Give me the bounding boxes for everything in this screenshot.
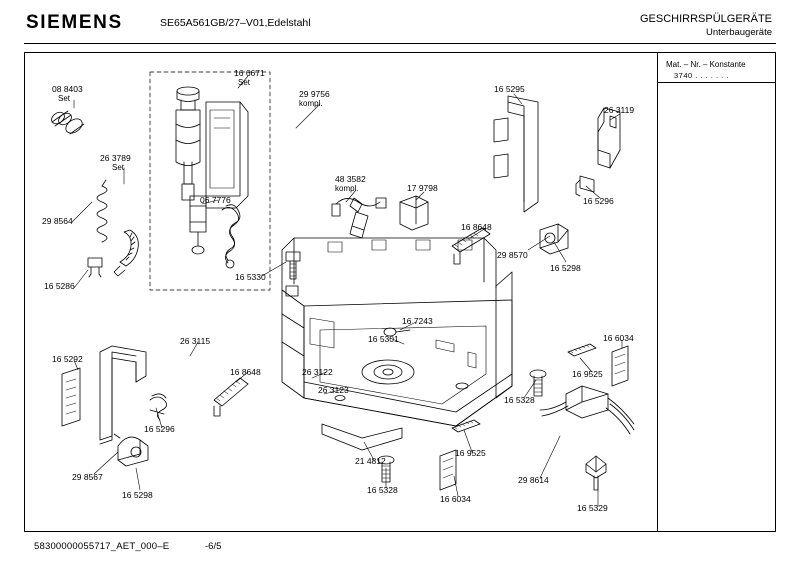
part-label-08-8403: 08 8403 bbox=[52, 84, 83, 94]
part-label-16-5296-left: 16 5296 bbox=[144, 424, 175, 434]
part-label-26-3115: 26 3115 bbox=[180, 336, 211, 346]
part-label-16-8648-lower: 16 8648 bbox=[230, 367, 261, 377]
part-label-26-3123: 26 3123 bbox=[318, 385, 349, 395]
part-label-17-9798: 17 9798 bbox=[407, 183, 438, 193]
part-note-08-8403: Set bbox=[58, 94, 71, 103]
part-label-26-3119: 26 3119 bbox=[604, 105, 635, 115]
document-id: 58300000055717_AET_000–E bbox=[34, 541, 170, 552]
part-label-06-7776: 06 7776 bbox=[200, 195, 231, 205]
part-label-26-3789: 26 3789 bbox=[100, 153, 131, 163]
page-number: -6/5 bbox=[205, 541, 222, 552]
appliance-category: GESCHIRRSPÜLGERÄTE bbox=[639, 13, 772, 25]
part-label-16-6034-lower: 16 6034 bbox=[440, 494, 471, 504]
part-label-16-5301: 16 5301 bbox=[368, 334, 399, 344]
part-label-16-5286: 16 5286 bbox=[44, 281, 75, 291]
legend-divider-horizontal bbox=[657, 82, 776, 83]
part-note-48-3582: kompl. bbox=[335, 184, 359, 193]
part-label-16-7243: 16 7243 bbox=[402, 316, 433, 326]
part-label-29-8570: 29 8570 bbox=[497, 250, 528, 260]
part-label-48-3582: 48 3582 bbox=[335, 174, 366, 184]
part-label-16-5329: 16 5329 bbox=[577, 503, 608, 513]
part-label-16-5298-right: 16 5298 bbox=[550, 263, 581, 273]
part-label-16-5328-lower: 16 5328 bbox=[367, 485, 398, 495]
part-label-16-5330: 16 5330 bbox=[235, 272, 266, 282]
part-label-16-5295: 16 5295 bbox=[494, 84, 525, 94]
part-label-16-5328-upper: 16 5328 bbox=[504, 395, 535, 405]
part-label-16-5298-left: 16 5298 bbox=[122, 490, 153, 500]
model-designation: SE65A561GB/27–V01,Edelstahl bbox=[160, 17, 311, 29]
drawing-frame bbox=[24, 52, 776, 532]
part-label-16-5296-right: 16 5296 bbox=[583, 196, 614, 206]
part-label-16-6034-right: 16 6034 bbox=[603, 333, 634, 343]
part-label-16-9525-lower: 16 9525 bbox=[455, 448, 486, 458]
header-divider bbox=[24, 43, 776, 44]
legend-value: 3740 . . . . . . . bbox=[674, 71, 729, 80]
part-label-29-8564: 29 8564 bbox=[42, 216, 73, 226]
part-label-29-8567: 29 8567 bbox=[72, 472, 103, 482]
part-label-21-4812: 21 4812 bbox=[355, 456, 386, 466]
part-label-16-8648-upper: 16 8648 bbox=[461, 222, 492, 232]
part-label-26-3122: 26 3122 bbox=[302, 367, 333, 377]
part-label-16-5292: 16 5292 bbox=[52, 354, 83, 364]
part-label-16-9525-right: 16 9525 bbox=[572, 369, 603, 379]
siemens-logo: SIEMENS bbox=[26, 12, 123, 33]
appliance-subcategory: Unterbaugeräte bbox=[705, 27, 772, 38]
part-note-26-3789: Set bbox=[112, 163, 125, 172]
legend-divider-vertical bbox=[657, 52, 658, 532]
part-note-29-9756: kompl. bbox=[299, 99, 323, 108]
part-note-16-6671: Set bbox=[238, 78, 251, 87]
legend-title: Mat. – Nr. – Konstante bbox=[666, 60, 746, 69]
part-label-29-9756: 29 9756 bbox=[299, 89, 330, 99]
part-label-16-6671: 16 6671 bbox=[234, 68, 265, 78]
part-label-29-8614: 29 8614 bbox=[518, 475, 549, 485]
